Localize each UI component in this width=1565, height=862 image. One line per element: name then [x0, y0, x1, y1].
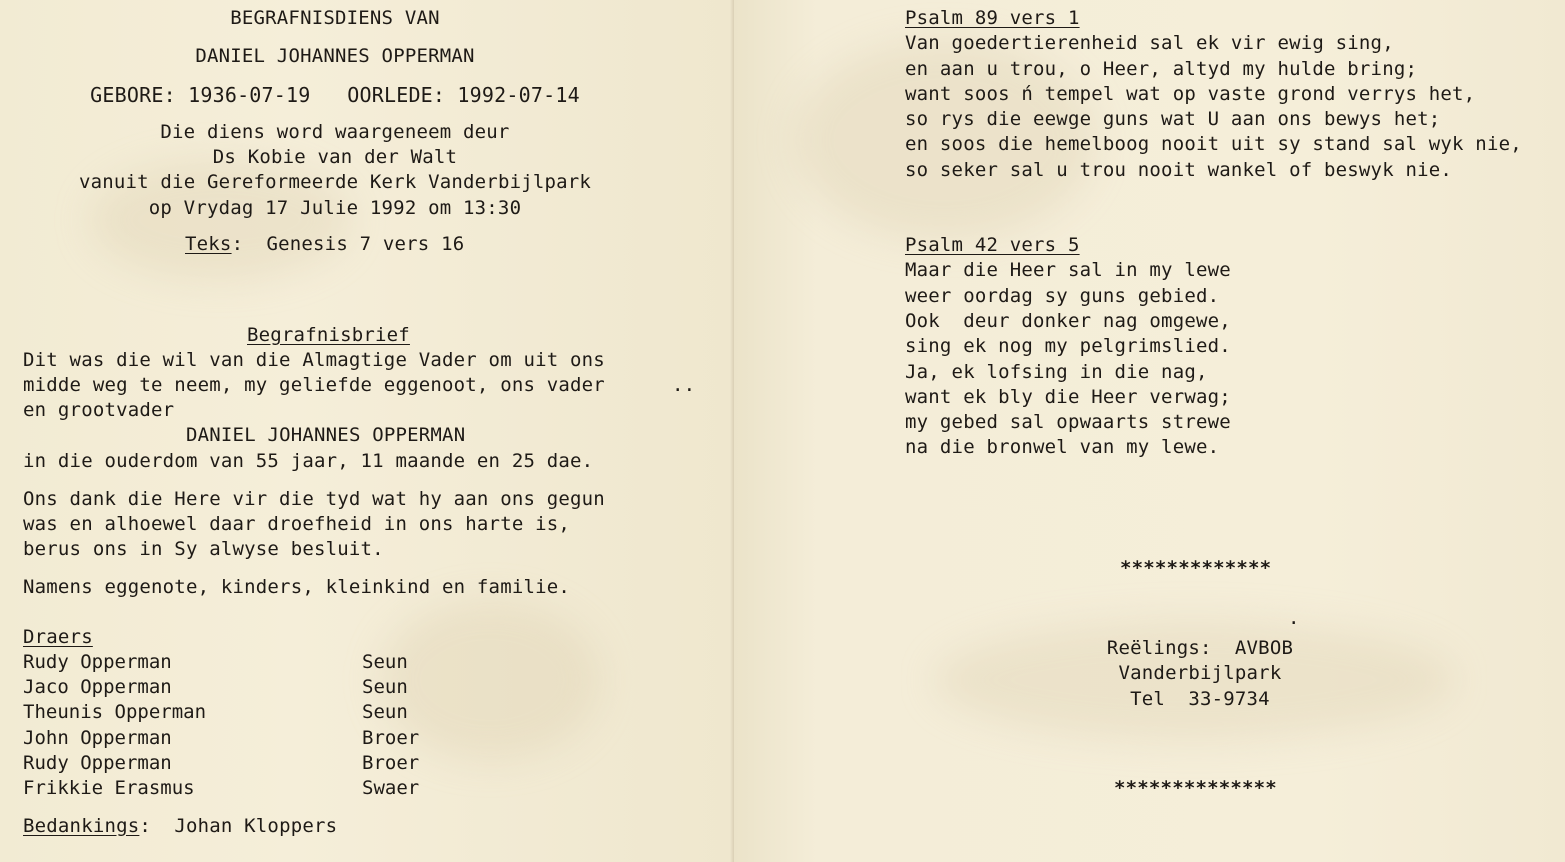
arrangements-line: Vanderbijlpark — [1118, 662, 1282, 684]
letter-title: Begrafnisbrief — [247, 324, 410, 346]
bearer-relation: Broer — [362, 752, 420, 774]
bearer-name: Rudy Opperman — [23, 651, 172, 673]
psalm2-line: Ja, ek lofsing in die nag, — [905, 361, 1208, 383]
psalm2-line: weer oordag sy guns gebied. — [905, 285, 1220, 307]
psalm2-line: sing ek nog my pelgrimslied. — [905, 335, 1231, 357]
family-line: Namens eggenote, kinders, kleinkind en familie. — [23, 576, 571, 598]
right-page — [734, 0, 1565, 862]
bearer-name: Frikkie Erasmus — [23, 777, 195, 799]
deceased-name: DANIEL JOHANNES OPPERMAN — [195, 45, 475, 67]
letter-name: DANIEL JOHANNES OPPERMAN — [186, 424, 466, 446]
service-line: Die diens word waargeneem deur — [160, 121, 510, 143]
birth-death-dates: GEBORE: 1936-07-19 OORLEDE: 1992-07-14 — [90, 83, 580, 107]
letter-line: Dit was die wil van die Almagtige Vader om uit ons — [23, 349, 605, 371]
text-label: Teks — [185, 233, 232, 255]
thanks-line: Ons dank die Here vir die tyd wat hy aan ons gegun — [23, 488, 605, 510]
stray-dot: . — [1288, 607, 1300, 629]
arrangements-line: Tel 33-9734 — [1130, 688, 1270, 710]
acknowledgements-value: Johan Kloppers — [174, 815, 338, 837]
letter-age: in die ouderdom van 55 jaar, 11 maande en 25 dae. — [23, 450, 594, 472]
service-line: vanuit die Gereformeerde Kerk Vanderbijlpark — [78, 171, 592, 193]
bearer-relation: Broer — [362, 727, 420, 749]
psalm1-line: Van goedertierenheid sal ek vir ewig sing, — [905, 32, 1394, 54]
psalm1-line: so seker sal u trou nooit wankel of beswyk nie. — [905, 159, 1453, 181]
bearer-name: Rudy Opperman — [23, 752, 172, 774]
thanks-line: was en alhoewel daar droefheid in ons harte is, — [23, 513, 571, 535]
left-page — [0, 0, 734, 862]
bearer-relation: Seun — [362, 676, 408, 698]
psalm1-title: Psalm 89 vers 1 — [905, 7, 1080, 29]
arrangements-line: Reëlings: AVBOB — [1106, 637, 1294, 659]
psalm2-line: want ek bly die Heer verwag; — [905, 386, 1231, 408]
bearer-relation: Seun — [362, 651, 408, 673]
acknowledgements-label: Bedankings — [23, 815, 140, 837]
psalm1-line: so rys die eewge guns wat U aan ons bewys het; — [905, 108, 1441, 130]
service-heading: BEGRAFNISDIENS VAN — [230, 7, 440, 29]
psalm1-line: en soos die hemelboog nooit uit sy stand sal wyk nie, — [905, 133, 1522, 155]
stars-divider-top: ************* — [1120, 557, 1272, 579]
psalm2-line: my gebed sal opwaarts strewe — [905, 411, 1231, 433]
bearer-name: Theunis Opperman — [23, 701, 207, 723]
text-reference — [185, 232, 464, 257]
letter-line: en grootvader — [23, 399, 175, 421]
psalm1-line: en aan u trou, o Heer, altyd my hulde bring; — [905, 58, 1418, 80]
psalm2-line: Maar die Heer sal in my lewe — [905, 259, 1231, 281]
bearer-relation: Swaer — [362, 777, 420, 799]
psalm2-line: na die bronwel van my lewe. — [905, 436, 1220, 458]
psalm1-line: want soos ń tempel wat op vaste grond verrys het, — [905, 83, 1476, 105]
bearer-relation: Seun — [362, 701, 408, 723]
letter-line: midde weg te neem, my geliefde eggenoot, ons vader — [23, 374, 605, 396]
letter-dots: .. — [672, 374, 696, 396]
thanks-line: berus ons in Sy alwyse besluit. — [23, 538, 384, 560]
service-line: op Vrydag 17 Julie 1992 om 13:30 — [148, 197, 522, 219]
psalm2-title: Psalm 42 vers 5 — [905, 234, 1080, 256]
bearer-name: Jaco Opperman — [23, 676, 172, 698]
psalm2-line: Ook deur donker nag omgewe, — [905, 310, 1231, 332]
service-line: Ds Kobie van der Walt — [212, 146, 458, 168]
acknowledgements — [23, 814, 337, 839]
text-value: Genesis 7 vers 16 — [266, 233, 465, 255]
text-colon: : — [231, 233, 244, 255]
bearers-title: Draers — [23, 626, 93, 648]
stars-divider-bottom: ************** — [1114, 777, 1277, 799]
acknowledgements-colon: : — [139, 815, 152, 837]
bearer-name: John Opperman — [23, 727, 172, 749]
